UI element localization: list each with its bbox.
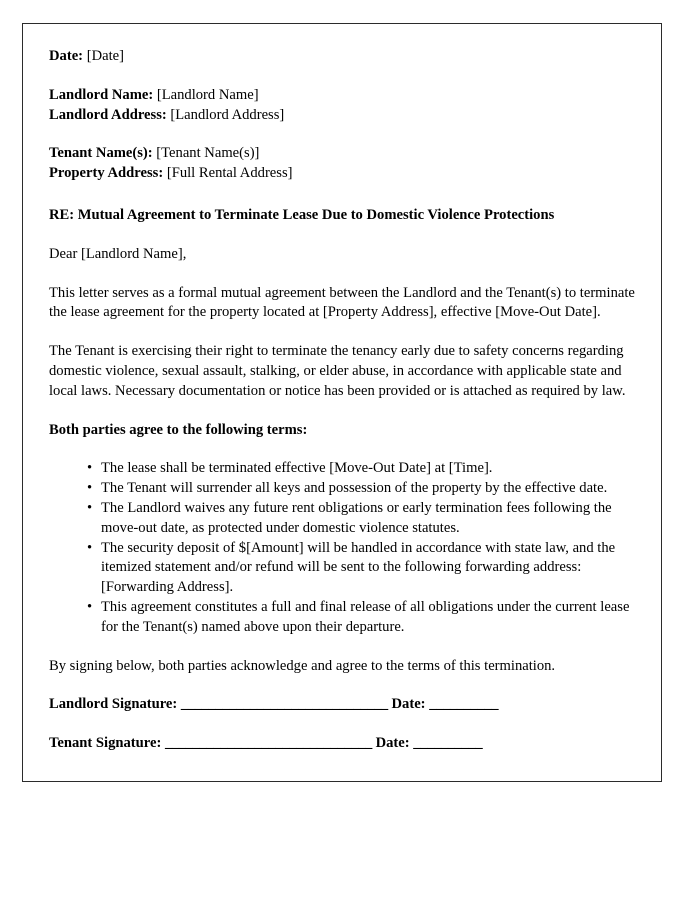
tenant-date-blank[interactable]: __________ [413, 735, 483, 752]
list-item: • The security deposit of $[Amount] will be handled in accordance with state law, and the itemized statement and/or refund will be sent to the following forwarding address: [Forwarding Address]. [87, 539, 635, 598]
list-item: • The Tenant will surrender all keys and possession of the property by the effective date. [87, 479, 635, 499]
landlord-signature-row [49, 695, 635, 715]
spacer [49, 323, 635, 342]
property-address-label: Property Address: [49, 165, 164, 182]
document-content [49, 47, 635, 754]
date-line [49, 47, 635, 67]
subject-line: RE: Mutual Agreement to Terminate Lease Due to Domestic Violence Protections [49, 206, 555, 223]
spacer [49, 265, 635, 284]
landlord-signature-blank[interactable]: ______________________________ [180, 696, 388, 713]
spacer [49, 402, 635, 421]
closing-paragraph: By signing below, both parties acknowledge and agree to the terms of this termination. [49, 657, 556, 674]
spacer [49, 226, 635, 245]
terms-list [49, 459, 635, 637]
property-address-value: [Full Rental Address] [166, 165, 293, 182]
property-address-line [49, 164, 635, 184]
spacer [49, 676, 635, 695]
date-value: [Date] [86, 48, 124, 64]
spacer [49, 638, 635, 657]
landlord-name-line [49, 86, 635, 106]
tenant-name-line [49, 144, 635, 164]
landlord-date-blank[interactable]: __________ [429, 696, 499, 713]
tenant-signature-blank[interactable]: ______________________________ [164, 735, 372, 752]
spacer [49, 184, 635, 206]
landlord-name-label: Landlord Name: [49, 86, 154, 103]
body-paragraph-1: This letter serves as a formal mutual agreement between the Landlord and the Tenant(s) to terminate the lease agreement for the property located at [Property Address], effective [Move-Out Date]. [49, 284, 635, 321]
tenant-date-label: Date: [375, 735, 410, 752]
landlord-name-value: [Landlord Name] [156, 86, 259, 103]
list-item: • This agreement constitutes a full and final release of all obligations under the current lease for the Tenant(s) named above upon their departure. [87, 598, 635, 638]
document-page [22, 23, 662, 782]
tenant-name-label: Tenant Name(s): [49, 145, 153, 162]
landlord-signature-label: Landlord Signature: [49, 696, 178, 713]
tenant-signature-label: Tenant Signature: [49, 735, 162, 752]
spacer [49, 440, 635, 459]
list-item: • The lease shall be terminated effective [Move-Out Date] at [Time]. [87, 459, 635, 479]
spacer [49, 67, 635, 86]
terms-heading: Both parties agree to the following terms: [49, 421, 308, 438]
salutation: Dear [Landlord Name], [49, 245, 187, 262]
landlord-address-line [49, 106, 635, 126]
date-label: Date: [49, 48, 84, 64]
landlord-address-value: [Landlord Address] [170, 106, 285, 123]
spacer [49, 715, 635, 734]
landlord-address-label: Landlord Address: [49, 106, 167, 123]
tenant-name-value: [Tenant Name(s)] [156, 145, 260, 162]
tenant-signature-row [49, 734, 635, 754]
spacer [49, 125, 635, 144]
body-paragraph-2: The Tenant is exercising their right to terminate the tenancy early due to safety concerns regarding domestic violence, sexual assault, stalking, or elder abuse, in accordance with applicable state and local laws. Necessary documentation or notice has been provided or is attached as required by law. [49, 343, 626, 399]
landlord-date-label: Date: [391, 696, 426, 713]
list-item: • The Landlord waives any future rent obligations or early termination fees following the move-out date, as protected under domestic violence statutes. [87, 499, 635, 539]
